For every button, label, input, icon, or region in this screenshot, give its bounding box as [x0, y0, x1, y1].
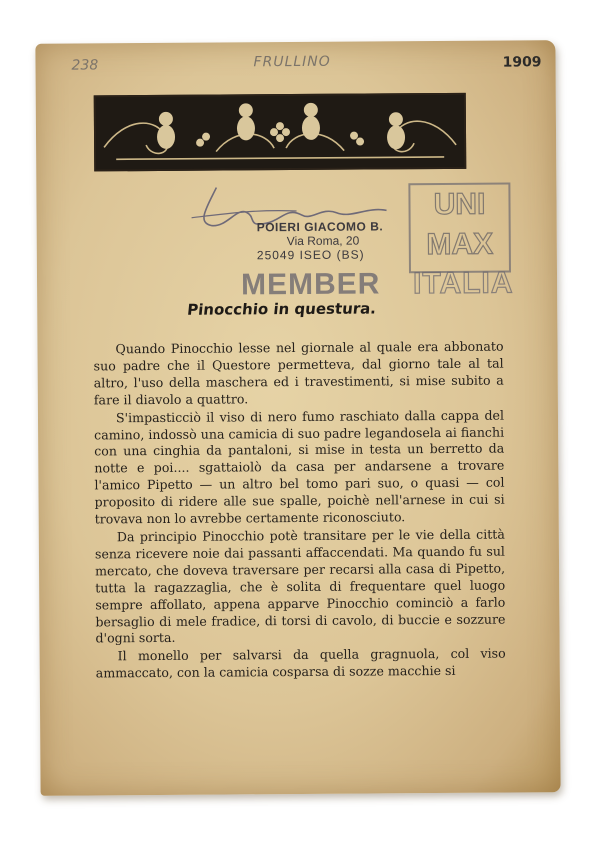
paragraph-3: Da principio Pinocchio potè transitare per le vie della città senza ricevere noie dai passanti affaccendati. Ma quando fu sul mercato, che doveva traversare per recarsi alla casa di Pipetto, tutta la ragazzaglia, che è solita di frequentare quel luogo sempre affollato, appena apparve Pinocchio cominciò a farlo bersaglio di mele fradice, di torsi di cavolo, di buccie e sozzure d'ogni sorta. [94, 526, 506, 646]
paragraph-4: Il monello per salvarsi da quella gragnuola, col viso ammaccato, con la camicia cosparsa di sozze macchie si [95, 645, 506, 681]
paragraph-2: S'impasticciò il viso di nero fumo raschiato dalla cappa del camino, indossò una camicia di suo padre legandosela ai fianchi con una cinghia da pantaloni, si mise in testa un berretto da notte e poi.... sgattaiolò da casa per andarsene a trovare l'amico Pipetto — un altro bel tomo pari suo, o quasi — col proposito di ridere alle sue spalle, poichè nell'arnese in cui si trovava non lo avrebbe certamente riconosciuto. [94, 407, 505, 527]
author-pencil-note: FRULLINO [253, 53, 331, 71]
unimax-line1: UNI [433, 187, 486, 222]
owner-stamp [257, 219, 384, 262]
catalog-number-note: 238 [71, 57, 99, 74]
paragraph-1: Quando Pinocchio lesse nel giornale al quale era abbonato suo padre che il Questore permetteva, dal giorno tale al tal altro, l'uso della maschera ed i travestimenti, si mise subito a fare il diavolo a quattro. [93, 338, 504, 408]
unimax-line2: MAX [426, 227, 494, 262]
italia-stamp-text: ITALIA [412, 266, 514, 301]
decorative-cherub-banner [94, 93, 467, 172]
stamp-street: Via Roma, 20 [286, 233, 360, 249]
book-page [35, 40, 560, 796]
chapter-title: Pinocchio in questura. [186, 299, 378, 319]
year-note: 1909 [502, 54, 542, 71]
chapter-body [93, 339, 505, 684]
unimax-stamp [408, 183, 511, 274]
member-stamp-text: MEMBER [240, 267, 381, 302]
cherub-engraving-image [96, 95, 464, 170]
stamp-name: POIERI GIACOMO B. [256, 219, 384, 235]
stamp-city: 25049 ISEO (BS) [256, 247, 365, 263]
